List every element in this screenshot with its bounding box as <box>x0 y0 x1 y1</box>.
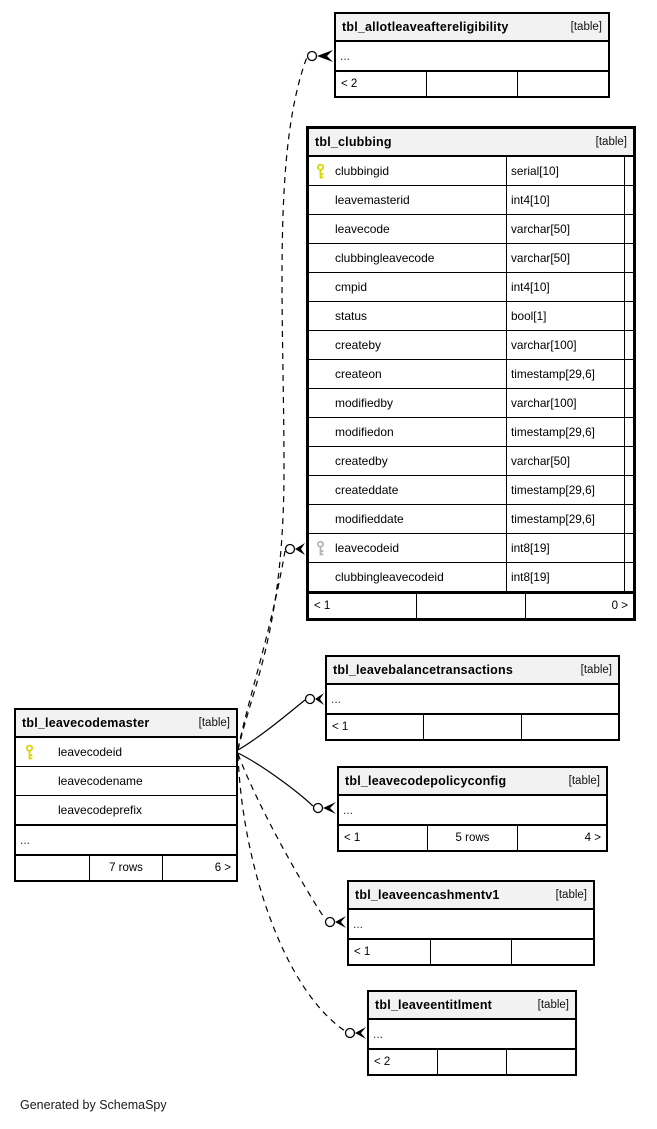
column-type: int4[10] <box>506 186 624 214</box>
column-type: timestamp[29,6] <box>506 476 624 504</box>
table-footer <box>349 938 593 964</box>
relation-line-clubbing <box>238 551 285 749</box>
hidden-columns-row: ... <box>373 1027 384 1041</box>
footer-left: < 2 <box>341 78 358 90</box>
table-row <box>309 418 633 447</box>
table-leaveentitlment <box>367 990 577 1076</box>
footer-center: 7 rows <box>89 856 163 880</box>
table-row <box>16 796 236 825</box>
table-row <box>309 389 633 418</box>
column-name: createby <box>335 338 382 352</box>
table-footer <box>16 854 236 880</box>
relation-line-leaveentitlment <box>238 755 345 1031</box>
relation-endpoint-allotleave <box>308 50 334 62</box>
column-type: varchar[50] <box>506 244 624 272</box>
table-row <box>309 447 633 476</box>
table-footer <box>369 1048 575 1074</box>
table-row <box>309 563 633 592</box>
relation-endpoint-clubbing <box>286 543 306 555</box>
table-header <box>369 992 575 1020</box>
footer-right: 6 > <box>162 856 236 880</box>
table-header <box>349 882 593 910</box>
table-row <box>309 215 633 244</box>
table-tag: [table] <box>595 136 627 148</box>
table-header <box>16 710 236 738</box>
column-name: modifieddate <box>335 512 404 526</box>
table-header <box>309 129 633 157</box>
column-type: bool[1] <box>506 302 624 330</box>
column-name: clubbingleavecode <box>335 251 435 265</box>
column-name: leavecodeid <box>58 745 123 759</box>
column-type: timestamp[29,6] <box>506 360 624 388</box>
column-name: clubbingleavecodeid <box>335 570 444 584</box>
column-type: timestamp[29,6] <box>506 505 624 533</box>
table-name-link[interactable]: tbl_leavecodepolicyconfig <box>345 774 507 788</box>
relation-endpoint-leaveencashmentv1 <box>326 916 347 928</box>
primary-key-icon <box>315 163 326 180</box>
table-row <box>309 331 633 360</box>
hidden-columns-row: ... <box>353 917 364 931</box>
footer-left: < 1 <box>354 946 371 958</box>
column-type: int8[19] <box>506 534 624 562</box>
relation-line-leaveencashmentv1 <box>238 754 325 919</box>
footer-right <box>521 715 618 739</box>
column-type: varchar[50] <box>506 447 624 475</box>
primary-key-icon <box>24 744 35 761</box>
column-name: leavecodeprefix <box>58 803 143 817</box>
hidden-columns-row: ... <box>16 825 236 854</box>
column-type: int8[19] <box>506 563 624 591</box>
column-name: modifiedby <box>335 396 394 410</box>
footer-center: 5 rows <box>427 826 516 850</box>
column-name: cmpid <box>335 280 368 294</box>
table-tag: [table] <box>570 21 602 33</box>
table-header <box>339 768 606 796</box>
table-row <box>309 157 633 186</box>
column-type: serial[10] <box>506 157 624 185</box>
table-row <box>16 738 236 767</box>
footer-right: 4 > <box>517 826 606 850</box>
footer-left: < 2 <box>374 1056 391 1068</box>
table-row <box>16 767 236 796</box>
table-tag: [table] <box>568 775 600 787</box>
foreign-key-icon <box>315 540 326 557</box>
table-leavecodemaster <box>14 708 238 882</box>
footer-left <box>16 856 89 880</box>
column-name: clubbingid <box>335 164 390 178</box>
generated-by-note: Generated by SchemaSpy <box>20 1098 167 1112</box>
table-tag: [table] <box>580 664 612 676</box>
table-header <box>327 657 618 685</box>
table-row <box>309 360 633 389</box>
table-row <box>309 476 633 505</box>
table-leaveencashmentv1 <box>347 880 595 966</box>
footer-right <box>517 72 608 96</box>
table-leavecodepolicyconfig <box>337 766 608 852</box>
column-type: varchar[100] <box>506 389 624 417</box>
hidden-columns-row: ... <box>340 49 351 63</box>
table-row <box>309 244 633 273</box>
table-name-link[interactable]: tbl_leaveencashmentv1 <box>355 888 500 902</box>
relation-line-leavebalancetransactions <box>238 700 305 750</box>
column-name: leavecodeid <box>335 541 400 555</box>
hidden-columns-row: ... <box>343 803 354 817</box>
table-footer <box>339 824 606 850</box>
footer-center <box>430 940 512 964</box>
table-name-link[interactable]: tbl_leavecodemaster <box>22 716 150 730</box>
table-footer <box>309 592 633 618</box>
column-name: createdby <box>335 454 388 468</box>
table-footer <box>336 70 608 96</box>
table-leavebalancetransactions <box>325 655 620 741</box>
column-name: modifiedon <box>335 425 394 439</box>
column-name: leavecode <box>335 222 390 236</box>
column-name: createon <box>335 367 382 381</box>
footer-center <box>416 594 524 618</box>
column-name: leavecodename <box>58 774 143 788</box>
table-name-link[interactable]: tbl_leavebalancetransactions <box>333 663 513 677</box>
table-allotleaveaftereligibility <box>334 12 610 98</box>
relation-endpoint-leavecodepolicyconfig <box>314 802 337 814</box>
relation-endpoint-leaveentitlment <box>346 1027 367 1039</box>
footer-left: < 1 <box>314 600 331 612</box>
column-name: leavemasterid <box>335 193 410 207</box>
column-name: createddate <box>335 483 399 497</box>
footer-right: 0 > <box>525 594 633 618</box>
column-type: varchar[50] <box>506 215 624 243</box>
column-type: varchar[100] <box>506 331 624 359</box>
table-footer <box>327 713 618 739</box>
footer-center <box>426 72 517 96</box>
table-clubbing <box>306 126 636 621</box>
footer-left: < 1 <box>344 832 361 844</box>
relation-line-leavecodepolicyconfig <box>238 753 313 806</box>
footer-center <box>423 715 520 739</box>
table-name-link[interactable]: tbl_clubbing <box>315 135 392 149</box>
relation-endpoint-leavebalancetransactions <box>306 693 325 705</box>
table-name-link[interactable]: tbl_allotleaveaftereligibility <box>342 20 509 34</box>
table-tag: [table] <box>555 889 587 901</box>
table-name-link[interactable]: tbl_leaveentitlment <box>375 998 493 1012</box>
table-tag: [table] <box>198 717 230 729</box>
relation-line-allotleave <box>238 57 307 750</box>
table-row <box>309 534 633 563</box>
column-type: int4[10] <box>506 273 624 301</box>
column-name: status <box>335 309 368 323</box>
footer-right <box>506 1050 575 1074</box>
table-row <box>309 505 633 534</box>
footer-left: < 1 <box>332 721 349 733</box>
table-row <box>309 302 633 331</box>
table-tag: [table] <box>537 999 569 1011</box>
table-row <box>309 273 633 302</box>
table-header <box>336 14 608 42</box>
footer-center <box>437 1050 506 1074</box>
footer-right <box>511 940 593 964</box>
table-row <box>309 186 633 215</box>
hidden-columns-row: ... <box>331 692 342 706</box>
column-type: timestamp[29,6] <box>506 418 624 446</box>
